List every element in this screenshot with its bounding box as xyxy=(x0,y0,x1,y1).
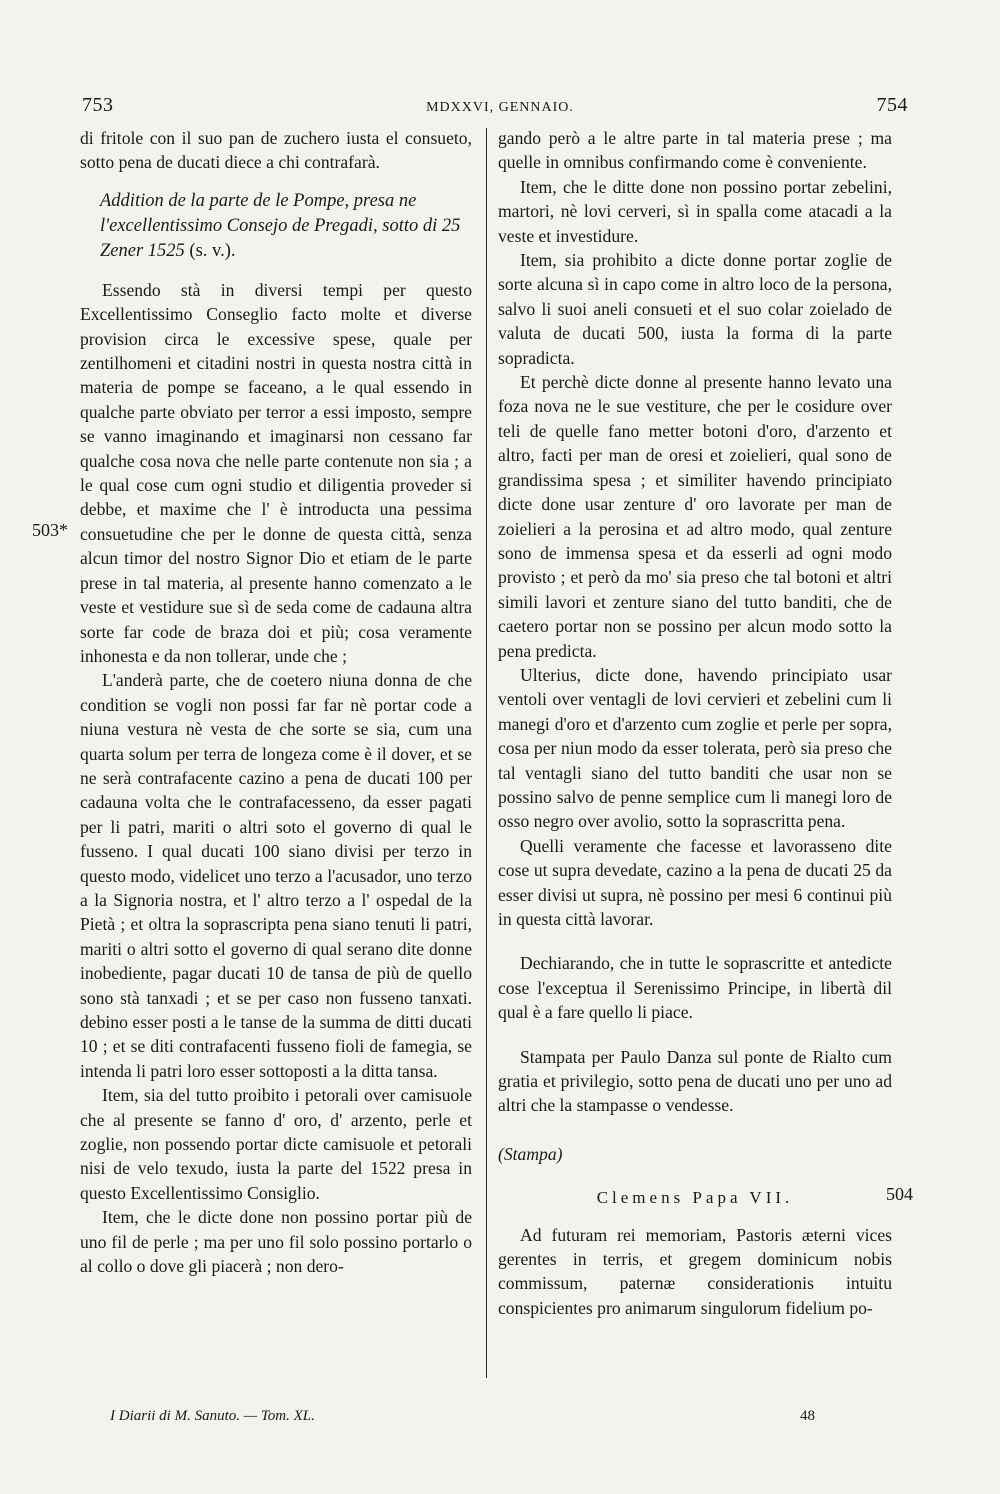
page-number-left: 753 xyxy=(82,94,114,116)
paragraph: Item, sia prohibito a dicte donne portar zoglie de sorte alcuna sì in capo come in altro loco de la persona, salvo li suoi aneli consueti et el suo colar zoielado de valuta de ducati 500, iusta la forma di la parte sopradicta. xyxy=(498,250,892,368)
document-heading: Clemens Papa VII. xyxy=(596,1188,794,1208)
paragraph: di fritole con il suo pan de zuchero iusta el consueto, sotto pena de ducati diece a chi contrafarà. xyxy=(80,128,472,173)
margin-page-ref-503: 503* xyxy=(32,520,68,540)
section-heading xyxy=(80,189,472,264)
page-number-right: 754 xyxy=(876,94,908,116)
stampa-label: (Stampa) xyxy=(498,1143,563,1164)
paragraph-imprint: Stampata per Paulo Danza sul ponte de Rialto cum gratia et privilegio, sotto pena de ducati uno per uno ad altri che la stampasse o vendesse. xyxy=(498,1046,892,1116)
footer-signature: 48 xyxy=(800,1408,815,1424)
right-column xyxy=(498,126,892,1320)
paragraph: Ulterius, dicte done, havendo principiato usar ventoli over ventagli de lovi cervieri et zebelini cum li manegi d'oro et d'arzento cum zoglie et perle per sopra, cosa per niun modo da esser tolerata, però sia preso che tal ventagli siano del tutto banditi che usar non se possino salvo de penne semplice cum li manegi loro de osso negro over avolio, sotto la soprascritta pena. xyxy=(498,664,892,832)
section-heading-text: Addition de la parte de le Pompe, presa ne l'excellentissimo Consejo de Pregadi, sotto di 25 Zener 1525 xyxy=(100,190,461,261)
margin-page-ref-504: 504 xyxy=(886,1184,913,1204)
section-heading-date: (s. v.). xyxy=(184,240,236,261)
paragraph: Quelli veramente che facesse et lavorasseno dite cose ut supra devedate, cazino a la pena de ducati 25 da esser divisi ut supra, nè possino per mesi 6 continui più in questa città lavorar. xyxy=(498,835,892,929)
paragraph: Item, che le ditte done non possino portar zebelini, martori, nè lovi cerveri, sì in spalla come atacadi a la veste et investidure. xyxy=(498,176,892,246)
footer-work-title: I Diarii di M. Sanuto. — Tom. XL. xyxy=(110,1408,315,1424)
paragraph: gando però a le altre parte in tal materia prese ; ma quelle in omnibus confirmando come è conveniente. xyxy=(498,128,892,173)
paragraph: Item, sia del tutto proibito i petorali over camisuole che al presente se fanno d' oro, d' arzento, perle et zoglie, non possendo portar dicte camisuole et petorali nisi de velo texudo, iusta la parte del 1522 presa in questo Excellentissimo Consiglio. xyxy=(80,1085,472,1203)
paragraph: Et perchè dicte donne al presente hanno levato una foza nova ne le sue vestiture, che per le cosidure over teli de quelle fano metter botoni d'oro, d'arzento et altro, facti per man de oresi et zoielieri, qual sono de grandissima spesa ; et similiter havendo principiato dicte done usar zenture d' oro lavorate per man de zoielieri a la perosina et ad altro modo, qual zenture sono de immensa spesa et da esserli ad ogni modo provisto ; et però da mo' sia preso che tal botoni et altri simili lavori et zenture siano del tutto banditi, che de caetero portar non se possino per alcun modo sotto la pena predicta. xyxy=(498,372,892,661)
running-title: MDXXVI, GENNAIO. xyxy=(426,100,574,115)
paragraph: Item, che le dicte done non possino portar più de uno fil de perle ; ma per uno fil solo possino portarlo o al collo o dove gli piacerà ; non dero- xyxy=(80,1207,472,1277)
stampa-note xyxy=(498,1142,892,1166)
paragraph: L'anderà parte, che de coetero niuna donna de che condition se vogli non possi far far nè portar code a niuna vestura nè vesta de che sorte se sia, cum una quarta solum per terra de longeza come è il dover, et se ne serà contrafacente cazino a pena de ducati 100 per cadauna volta che le contrafacesseno, da esser pagati per li patri, mariti o altri soto el governo di qual le fusseno. I qual ducati 100 siano divisi per terzo in questo modo, videlicet uno terzo a l'acusador, uno terzo a la Signoria nostra, et l' altro terzo a l' ospedal de la Pietà ; et oltra la soprascripta pena siano tenuti li patri, mariti o altri sotto el governo di qual serano dite donne inobediente, pagar ducati 10 de tansa de più de quello sono stà tanxadi ; et se per caso non fusseno tanxati. debino esser posti a le tanse de la summa de ditti ducati 10 ; et se diti contrafacenti fusseno fioli de famegia, se intenda li patri loro esser sottoposti a la ditta tansa. xyxy=(80,670,472,1081)
left-column xyxy=(80,126,472,1278)
column-divider xyxy=(486,128,487,1378)
paragraph: Ad futuram rei memoriam, Pastoris æterni vices gerentes in terris, et gregem dominicum nobis commissum, paternæ considerationis intuitu conspicientes pro animarum singulorum fidelium po- xyxy=(498,1224,892,1318)
paragraph: Essendo stà in diversi tempi per questo Excellentissimo Conseglio facto molte et diverse provision circa le excessive spese, quale per zentilhomeni et citadini nostri in questa nostra città in materia de pompe se faceano, a le qual essendo in qualche parte obviato per terror a essi imposto, sempre se vanno imaginando et imaginarsi non cessano far qualche cosa nova che nelle parte contenute non sia ; a le qual cose cum ogni studio et diligentia proveder si debbe, et maxime che l' è introducta una pessima consuetudine che per le donne de questa città, senza alcun timor del nostro Signor Dio et etiam de le parte prese in tal materia, al presente hanno comenzato a le veste et vestidure sue sì de seda come de cadauna altra sorte far code de braza doi et più; cosa veramente inhonesta e da non tollerar, unde che ; xyxy=(80,279,472,666)
paragraph: Dechiarando, che in tutte le soprascritte et antedicte cose l'exceptua il Serenissimo Principe, in libertà dil qual è a fare quello li piace. xyxy=(498,953,892,1023)
